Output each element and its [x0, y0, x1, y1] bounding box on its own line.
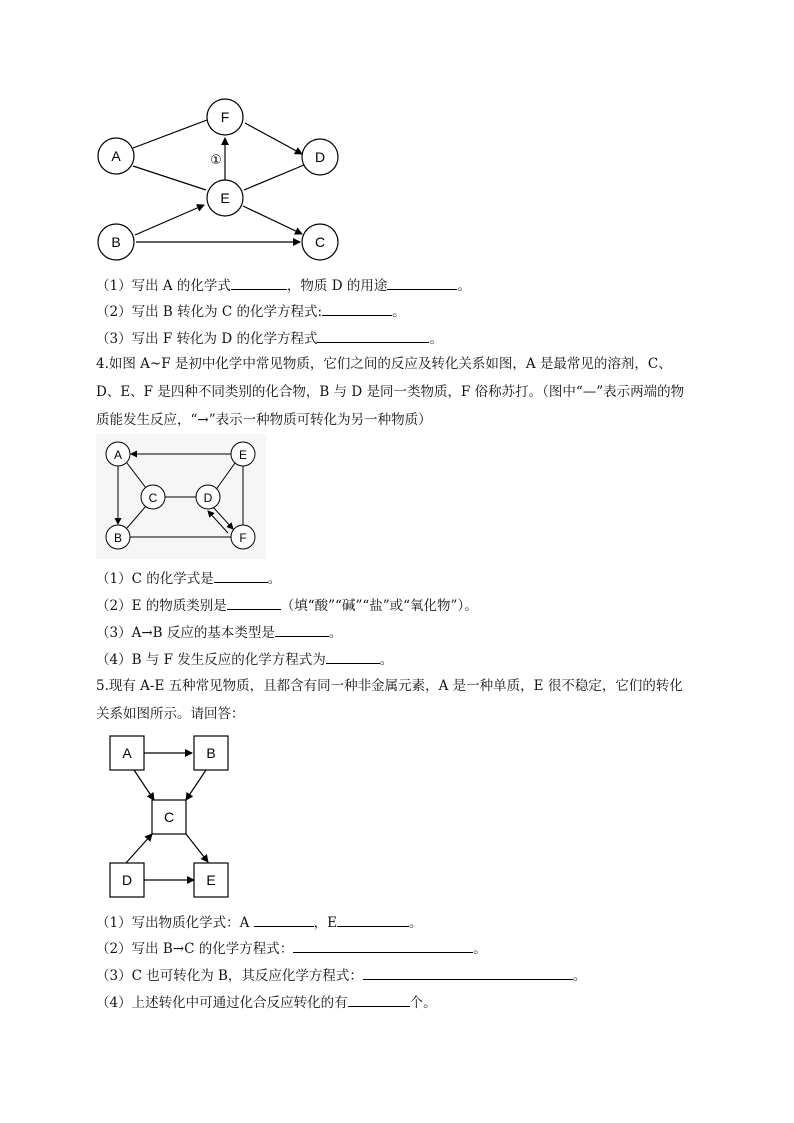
node-d-label: D	[203, 491, 213, 505]
q5-item-3-prefix: （3）C 也可转化为 B，其反应化学方程式：	[96, 968, 363, 984]
q5-item-1-prefix: （1）写出物质化学式：A	[96, 915, 254, 931]
arrow-e-c	[243, 206, 302, 234]
answer-blank[interactable]	[214, 567, 268, 583]
q3-item-1-prefix: （1）写出 A 的化学式	[96, 278, 231, 294]
answer-blank[interactable]	[254, 911, 314, 927]
q4-item-4-prefix: （4）B 与 F 发生反应的化学方程式为	[96, 652, 326, 668]
q5-item-3-suffix: 。	[572, 968, 587, 984]
q5-item-2	[96, 937, 487, 959]
node-e-label: E	[220, 190, 230, 206]
box-d-label: D	[121, 872, 133, 888]
node-f-label: F	[239, 531, 247, 545]
arrow-c-e	[186, 834, 208, 862]
arrow-b-c	[186, 770, 206, 800]
q3-item-1-suffix: 。	[457, 278, 471, 294]
diagram-reaction-network-2	[96, 434, 266, 559]
q4-stem: 4.如图 A~F 是初中化学中常见物质，它们之间的反应及转化关系如图，A 是最常见的溶剂，C、D、E、F 是四种不同类别的化合物，B 与 D 是同一类物质，F 俗称苏打。（图中“—”表示两端的物质能发生反应，“→”表示一种物质可转化为另一种物质）	[96, 356, 685, 428]
q4-item-3	[96, 621, 342, 643]
q5-item-1-suffix: 。	[409, 915, 423, 931]
box-c-label: C	[163, 809, 175, 825]
q4-item-3-suffix: 。	[328, 625, 343, 641]
q4-item-2-suffix: （填“酸”“碱”“盐”或“氧化物”）。	[280, 598, 478, 614]
q4-item-1-prefix: （1）C 的化学式是	[96, 571, 214, 587]
node-a	[106, 442, 130, 466]
answer-blank[interactable]	[387, 274, 457, 290]
answer-blank[interactable]	[348, 991, 410, 1007]
answer-blank[interactable]	[231, 274, 287, 290]
q3-item-2-suffix: 。	[392, 304, 406, 320]
node-c-label: C	[148, 491, 158, 505]
answer-blank[interactable]	[363, 964, 573, 980]
q4-item-2-prefix: （2）E 的物质类别是	[96, 598, 227, 614]
q4-item-4-suffix: 。	[379, 652, 394, 668]
q4-item-4	[96, 648, 393, 670]
reaction-marker-1: ①	[210, 152, 222, 167]
answer-blank[interactable]	[322, 300, 392, 316]
q5-item-4	[96, 991, 437, 1013]
node-f	[207, 99, 243, 135]
node-e-label: E	[238, 448, 248, 462]
node-a-label: A	[111, 148, 121, 164]
answer-blank[interactable]	[275, 621, 329, 637]
answer-blank[interactable]	[326, 648, 380, 664]
edge-a-e	[133, 166, 206, 190]
q5-item-1-mid: ，E	[313, 915, 337, 931]
q3-item-1	[96, 274, 471, 296]
node-b	[106, 525, 130, 549]
q3-item-3-prefix: （3）写出 F 转化为 D 的化学方程式	[96, 331, 318, 347]
node-b-label: B	[111, 234, 121, 250]
diagram-reaction-network-1	[90, 90, 350, 270]
node-c-label: C	[314, 234, 326, 250]
q5-item-3	[96, 964, 586, 986]
node-e	[231, 442, 255, 466]
node-b-label: B	[113, 531, 123, 545]
node-a	[98, 138, 134, 174]
node-d	[196, 485, 220, 509]
q5-item-2-prefix: （2）写出 B→C 的化学方程式：	[96, 941, 294, 957]
box-c	[152, 800, 186, 834]
answer-blank[interactable]	[293, 937, 473, 953]
arrow-d-c	[126, 834, 152, 863]
node-f	[231, 525, 255, 549]
node-e	[207, 180, 243, 216]
node-c	[302, 224, 338, 260]
q4-item-2	[96, 594, 478, 616]
diagram-conversion-boxes	[100, 730, 240, 902]
q4-item-1-suffix: 。	[267, 571, 282, 587]
q3-item-1-mid: ，物质 D 的用途	[286, 278, 388, 294]
arrow-a-c	[134, 770, 154, 800]
node-f-label: F	[220, 109, 230, 125]
box-b-label: B	[206, 745, 216, 761]
box-e-label: E	[206, 872, 216, 888]
q3-item-2	[96, 300, 406, 322]
q5-item-1	[96, 911, 423, 933]
node-d	[302, 139, 338, 175]
node-c	[141, 485, 165, 509]
node-d-label: D	[314, 149, 326, 165]
q5-stem: 5.现有 A-E 五种常见物质，且都含有同一种非金属元素，A 是一种单质，E 很不稳定，它们的转化关系如图所示。请回答：	[96, 678, 683, 722]
q3-item-3	[96, 327, 443, 349]
node-a-label: A	[113, 448, 123, 462]
box-d	[110, 863, 144, 897]
q5-item-4-suffix: 个。	[409, 995, 437, 1011]
q4-item-3-prefix: （3）A→B 反应的基本类型是	[96, 625, 275, 641]
edge-a-f	[133, 120, 207, 148]
arrow-f-d	[245, 123, 302, 154]
edge-e-d	[244, 165, 304, 190]
node-b	[98, 224, 134, 260]
answer-blank[interactable]	[317, 327, 429, 343]
box-b	[194, 736, 228, 770]
arrow-b-e	[135, 205, 204, 235]
answer-blank[interactable]	[227, 594, 281, 610]
box-a-label: A	[122, 745, 132, 761]
q3-item-2-prefix: （2）写出 B 转化为 C 的化学方程式:	[96, 304, 323, 320]
q3-item-3-suffix: 。	[429, 331, 443, 347]
q5-item-4-prefix: （4）上述转化中可通过化合反应转化的有	[96, 995, 348, 1011]
answer-blank[interactable]	[337, 911, 409, 927]
box-a	[110, 736, 144, 770]
box-e	[194, 863, 228, 897]
q4-item-1	[96, 567, 281, 589]
q5-item-2-suffix: 。	[473, 941, 487, 957]
